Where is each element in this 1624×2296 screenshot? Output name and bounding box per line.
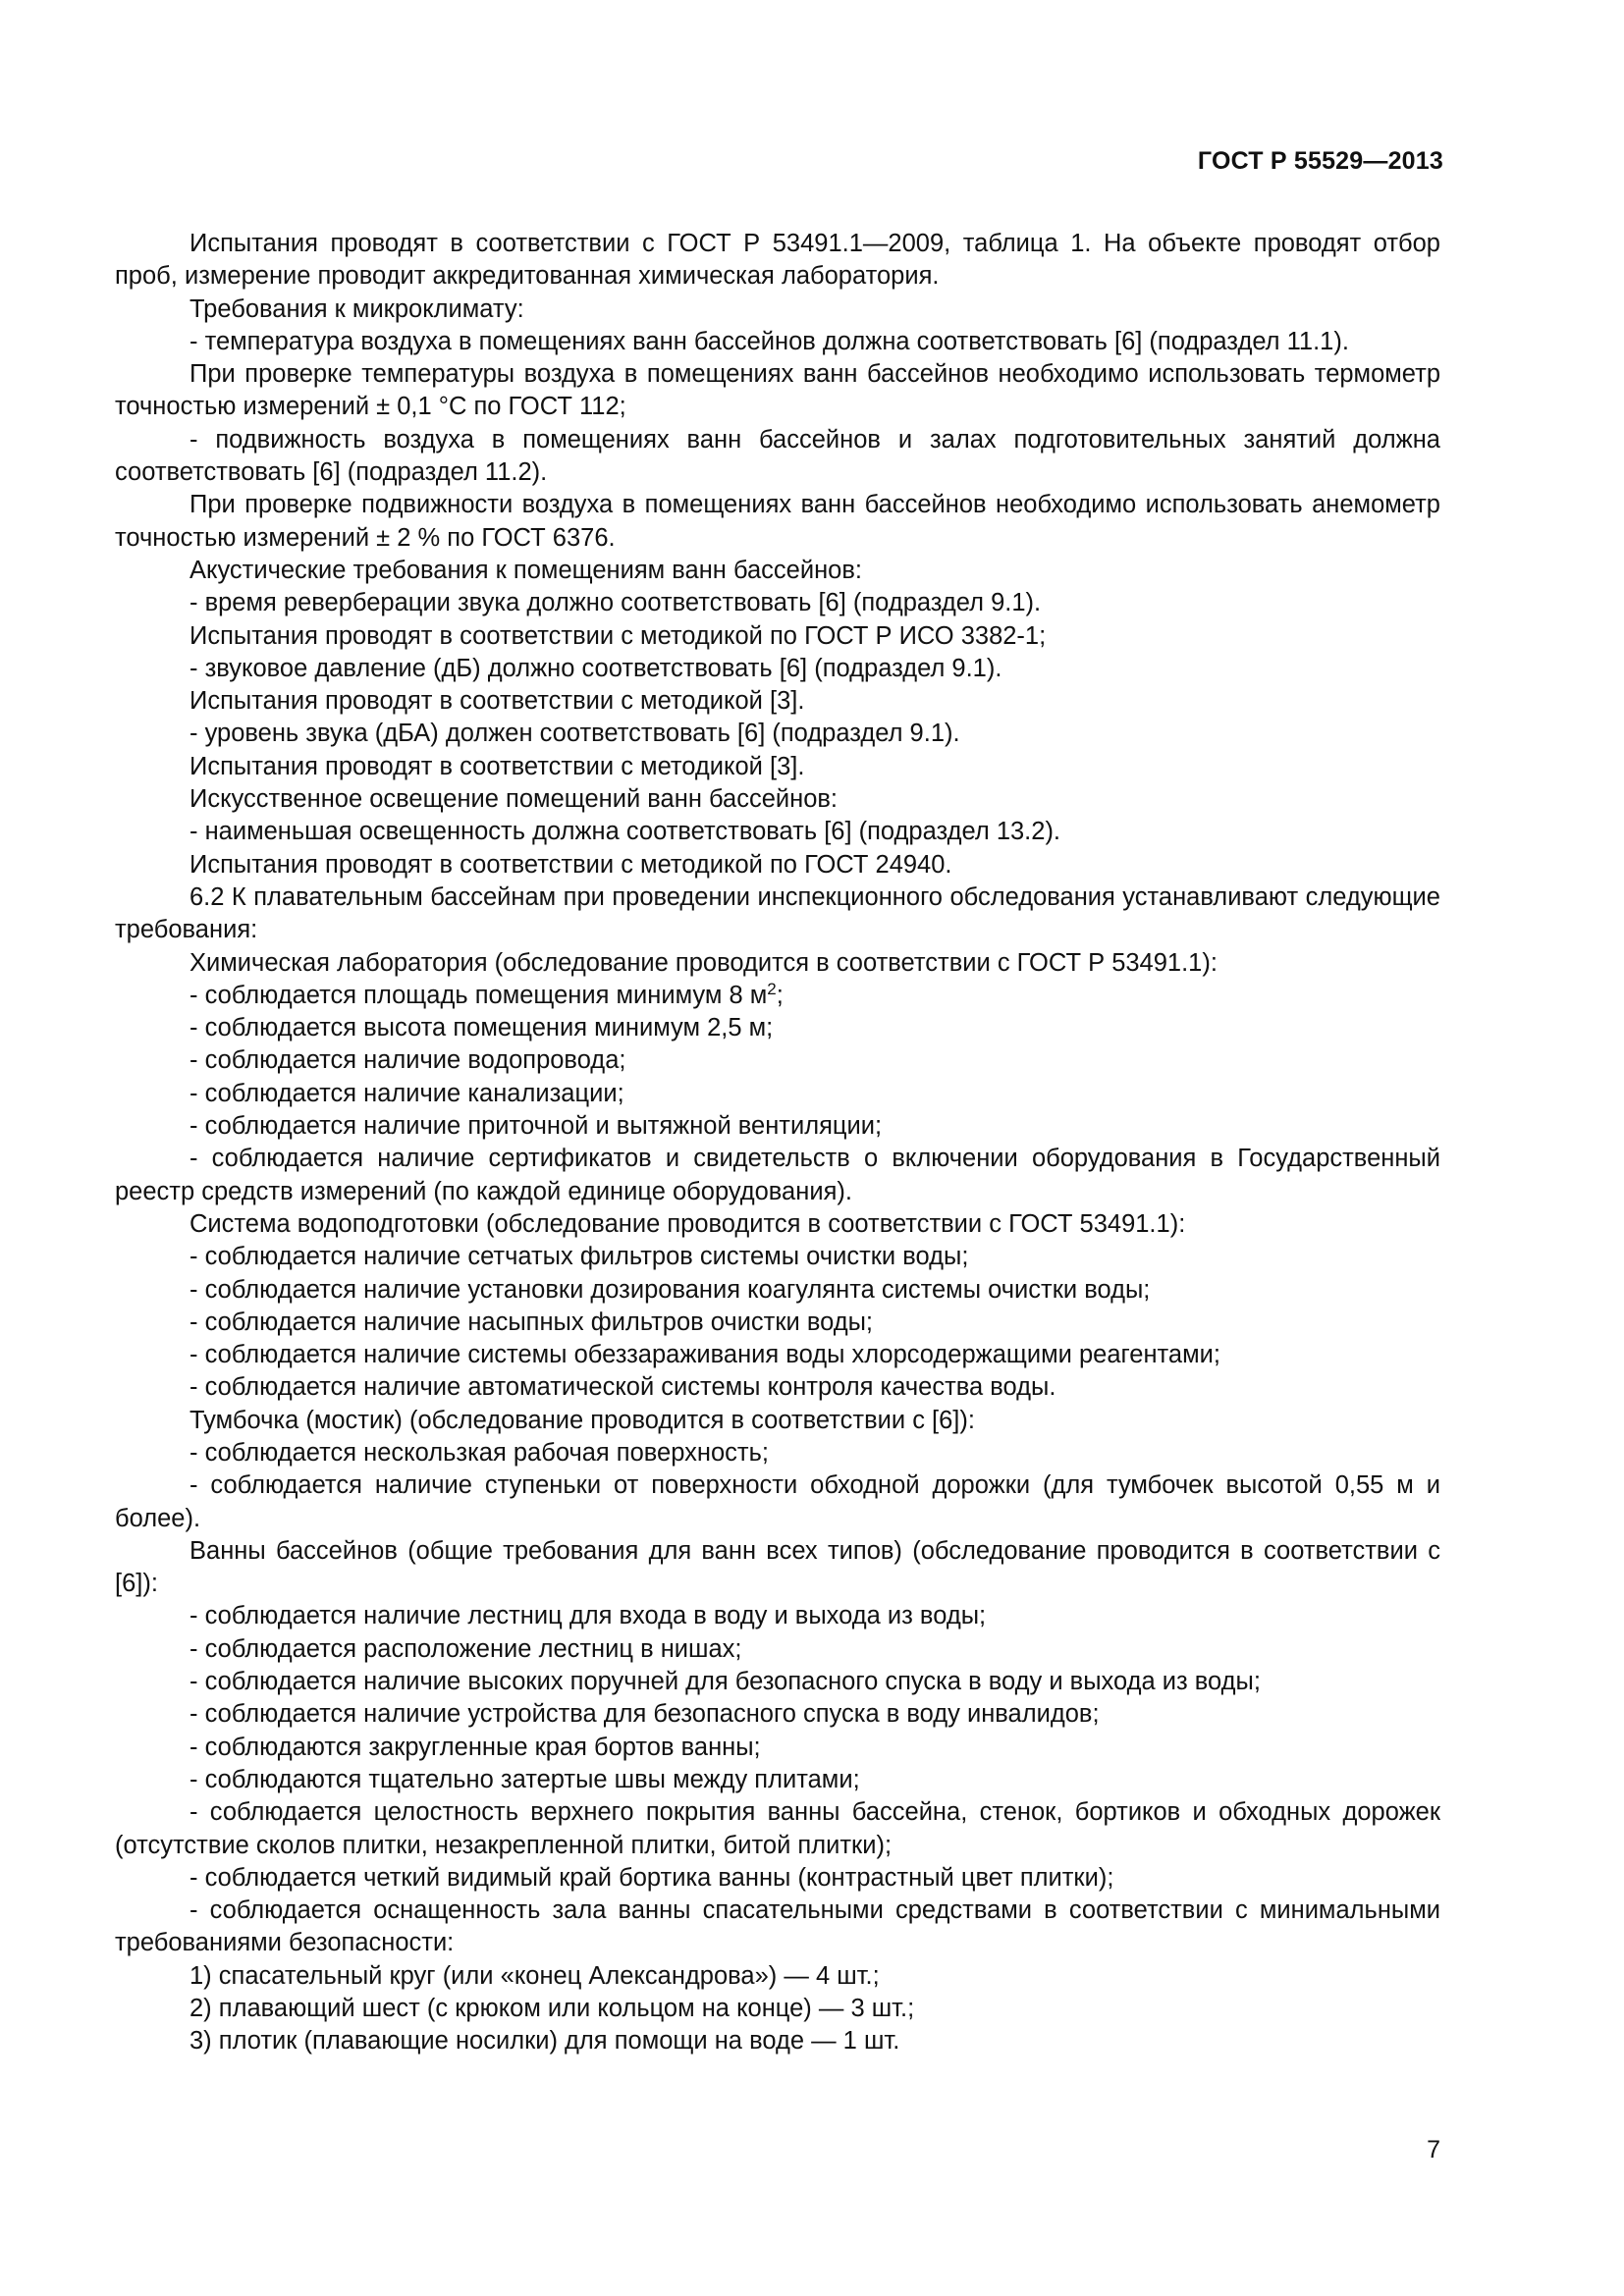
paragraph: Химическая лаборатория (обследование проводится в соответствии с ГОСТ Р 53491.1): — [189, 948, 1218, 977]
paragraph: - соблюдается высота помещения минимум 2,5 м; — [189, 1014, 774, 1042]
paragraph: Акустические требования к помещениям ванн бассейнов: — [189, 556, 862, 584]
paragraph: - соблюдается наличие водопровода; — [189, 1046, 626, 1075]
paragraph: - соблюдается наличие ступеньки от поверхности обходной дорожки (для тумбочек высотой 0,55 м и более). — [115, 1471, 1440, 1532]
paragraph: - соблюдается наличие сертификатов и свидетельств о включении оборудования в Государственный реестр средств измерений (по каждой единице оборудования). — [115, 1145, 1440, 1205]
paragraph: - время реверберации звука должно соответствовать [6] (подраздел 9.1). — [189, 589, 1042, 617]
paragraph: - соблюдается наличие автоматической системы контроля качества воды. — [189, 1373, 1056, 1402]
paragraph: Ванны бассейнов (общие требования для ванн всех типов) (обследование проводится в соответствии с [6]): — [115, 1536, 1440, 1598]
paragraph: Система водоподготовки (обследование проводится в соответствии с ГОСТ 53491.1): — [189, 1209, 1186, 1238]
paragraph: Тумбочка (мостик) (обследование проводится в соответствии с [6]): — [189, 1406, 975, 1434]
paragraph: - соблюдается нескользкая рабочая поверхность; — [189, 1438, 769, 1467]
paragraph: При проверке подвижности воздуха в помещениях ванн бассейнов необходимо использовать анемометр точностью измерений ± 2 % по ГОСТ 6376. — [115, 491, 1440, 552]
paragraph: - уровень звука (дБА) должен соответствовать [6] (подраздел 9.1). — [189, 720, 960, 748]
paragraph: - звуковое давление (дБ) должно соответствовать [6] (подраздел 9.1). — [189, 654, 1002, 682]
area-text: - соблюдается площадь помещения минимум 8 м — [189, 981, 768, 1009]
paragraph: - соблюдается наличие сетчатых фильтров системы очистки воды; — [189, 1243, 969, 1271]
paragraph-area — [115, 980, 1440, 1012]
list-item: 2) плавающий шест (с крюком или кольцом на конце) — 3 шт.; — [189, 1995, 915, 2023]
paragraph: При проверке температуры воздуха в помещениях ванн бассейнов необходимо использовать термометр точностью измерений ± 0,1 °С по ГОСТ 112; — [115, 360, 1440, 421]
paragraph: - соблюдается наличие устройства для безопасного спуска в воду инвалидов; — [189, 1700, 1100, 1729]
paragraph: - температура воздуха в помещениях ванн бассейнов должна соответствовать [6] (подраздел 11.1). — [189, 327, 1349, 355]
section-paragraph: 6.2 К плавательным бассейнам при проведении инспекционного обследования устанавливают следующие требования: — [115, 882, 1440, 944]
paragraph: Испытания проводят в соответствии с ГОСТ Р 53491.1—2009, таблица 1. На объекте проводят отбор проб, измерение проводит аккредитованная химическая лаборатория. — [115, 230, 1440, 291]
paragraph: - соблюдается наличие системы обеззараживания воды хлорсодержащими реагентами; — [189, 1341, 1220, 1369]
page-number: 7 — [1427, 2136, 1440, 2163]
paragraph: Испытания проводят в соответствии с методикой по ГОСТ Р ИСО 3382-1; — [189, 621, 1047, 650]
list-item: 1) спасательный круг (или «конец Александрова») — 4 шт.; — [189, 1961, 880, 1990]
document-header: ГОСТ Р 55529—2013 — [1197, 147, 1443, 175]
paragraph: Испытания проводят в соответствии с методикой [3]. — [189, 687, 805, 716]
paragraph: - соблюдается расположение лестниц в нишах; — [189, 1634, 742, 1663]
paragraph: - соблюдаются тщательно затертые швы между плитами; — [189, 1765, 860, 1793]
area-suffix: ; — [776, 981, 784, 1009]
paragraph: - соблюдаются закругленные края бортов ванны; — [189, 1733, 761, 1761]
paragraph: - наименьшая освещенность должна соответствовать [6] (подраздел 13.2). — [189, 818, 1061, 846]
paragraph: Требования к микроклимату: — [189, 294, 524, 323]
paragraph: - соблюдается оснащенность зала ванны спасательными средствами в соответствии с минимальными требованиями безопасности: — [115, 1896, 1440, 1957]
list-item: 3) плотик (плавающие носилки) для помощи на воде — 1 шт. — [189, 2027, 900, 2056]
paragraph: - соблюдается наличие приточной и вытяжной вентиляции; — [189, 1112, 883, 1141]
paragraph: - соблюдается наличие лестниц для входа в воду и выхода из воды; — [189, 1602, 987, 1630]
paragraph: - соблюдается наличие установки дозирования коагулянта системы очистки воды; — [189, 1275, 1151, 1304]
paragraph: Испытания проводят в соответствии с методикой по ГОСТ 24940. — [189, 850, 952, 879]
document-body — [115, 228, 1440, 2058]
paragraph: - соблюдается наличие канализации; — [189, 1079, 624, 1107]
paragraph: - соблюдается наличие насыпных фильтров очистки воды; — [189, 1308, 874, 1336]
paragraph: - соблюдается целостность верхнего покрытия ванны бассейна, стенок, бортиков и обходных дорожек (отсутствие сколов плитки, незакрепленной плитки, битой плитки); — [115, 1798, 1440, 1859]
paragraph: - подвижность воздуха в помещениях ванн бассейнов и залах подготовительных занятий должна соответствовать [6] (подраздел 11.2). — [115, 425, 1440, 487]
paragraph: - соблюдается четкий видимый край бортика ванны (контрастный цвет плитки); — [189, 1863, 1114, 1892]
paragraph: Искусственное освещение помещений ванн бассейнов: — [189, 785, 839, 814]
paragraph: - соблюдается наличие высоких поручней для безопасного спуска в воду и выхода из воды; — [189, 1668, 1261, 1696]
area-superscript: 2 — [767, 979, 777, 998]
paragraph: Испытания проводят в соответствии с методикой [3]. — [189, 752, 805, 780]
